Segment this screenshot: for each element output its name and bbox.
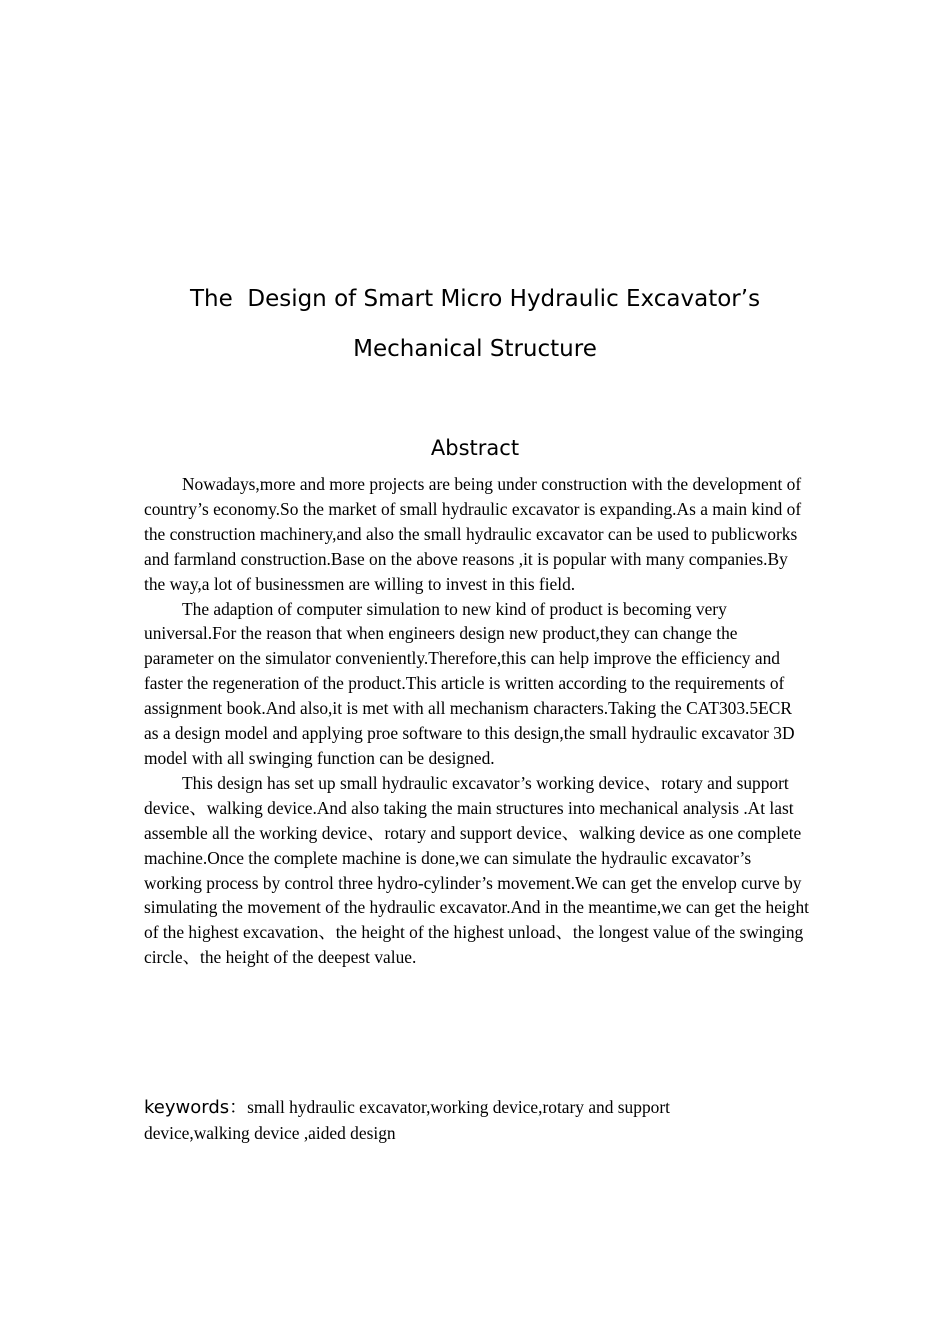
keywords-text: small hydraulic excavator,working device,rotary and support device,walking device ,aided design xyxy=(144,1097,670,1143)
document-title-line-1: The Design of Smart Micro Hydraulic Excavator’s xyxy=(189,286,761,312)
document-title-line-2: Mechanical Structure xyxy=(353,336,597,362)
abstract-paragraph-1: Nowadays,more and more projects are being under construction with the development of country’s economy.So the market of small hydraulic excavator is expanding.As a main kind of the construction machinery,and also the small hydraulic excavator can be used to publicworks and farmland construction.Base on the above reasons ,it is popular with many companies.By the way,a lot of businessmen are willing to invest in this field. xyxy=(144,474,802,594)
abstract-body xyxy=(144,472,810,970)
abstract-paragraph-2: The adaption of computer simulation to new kind of product is becoming very universal.For the reason that when engineers design new product,they can change the parameter on the simulator conveniently.Therefore,this can help improve the efficiency and faster the regeneration of the product.This article is written according to the requirements of assignment book.And also,it is met with all mechanism characters.Taking the CAT303.5ECR as a design model and applying proe software to this design,the small hydraulic excavator 3D model with all swinging function can be designed. xyxy=(144,598,795,768)
abstract-paragraph-3: This design has set up small hydraulic excavator’s working device、rotary and support device、walking device.And also taking the main structures into mechanical analysis .At last assemble all the working device、rotary and support device、walking device as one complete machine.Once the complete machine is done,we can simulate the hydraulic excavator’s working process by control three hydro-cylinder’s movement.We can get the envelop curve by simulating the movement of the hydraulic excavator.And in the meantime,we can get the height of the highest excavation、the height of the highest unload、the longest value of the swinging circle、the height of the deepest value. xyxy=(144,772,809,968)
abstract-heading: Abstract xyxy=(430,436,520,460)
keywords-block xyxy=(144,1095,774,1146)
keywords-label: keywords： xyxy=(144,1097,248,1118)
